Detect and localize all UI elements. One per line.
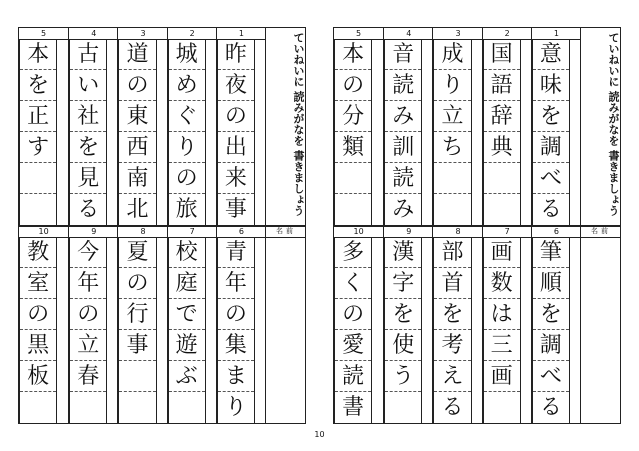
reading-answer-space[interactable]: [206, 237, 217, 423]
kanji-cell: う: [385, 361, 421, 392]
kanji-cell: 板: [20, 361, 56, 392]
kanji-boxes: [483, 39, 521, 225]
kanji-cell: 国: [484, 39, 520, 70]
question-6: [531, 226, 581, 423]
kanji-cell: 読: [335, 361, 371, 392]
kanji-cell: 調: [533, 330, 569, 361]
kanji-cell: る: [539, 395, 562, 420]
instruction-column: [265, 28, 306, 225]
question-9: [383, 226, 433, 423]
kanji-cell: の: [335, 299, 371, 330]
kanji-cell: [484, 392, 520, 423]
kanji-boxes: [217, 39, 255, 225]
kanji-cell: り: [224, 395, 247, 420]
kanji-boxes: [384, 39, 422, 225]
kanji-cell: 考: [434, 330, 470, 361]
reading-answer-space[interactable]: [107, 237, 118, 423]
instruction-title: ていねいに 読みがなを 書きましょう: [607, 32, 620, 216]
kanji-boxes: [334, 39, 372, 225]
kanji-cell: 順: [533, 268, 569, 299]
kanji-cell: 調: [533, 132, 569, 163]
kanji-cell: [434, 163, 470, 194]
kanji-cell: 分: [335, 101, 371, 132]
right-worksheet: [333, 27, 621, 424]
kanji-boxes: [19, 237, 57, 423]
kanji-cell: [335, 163, 371, 194]
kanji-cell: 首: [434, 268, 470, 299]
kanji-cell: 夜: [218, 70, 254, 101]
kanji-cell: 旅: [175, 197, 198, 222]
kanji-cell: 筆: [533, 237, 569, 268]
kanji-cell: [434, 194, 470, 225]
question-number: 9: [384, 226, 433, 238]
reading-answer-space[interactable]: [206, 39, 217, 225]
kanji-cell: 漢: [385, 237, 421, 268]
kanji-boxes: [168, 39, 206, 225]
kanji-cell: 集: [218, 330, 254, 361]
reading-answer-space[interactable]: [57, 39, 68, 225]
reading-answer-space[interactable]: [372, 39, 383, 225]
kanji-cell: [20, 194, 56, 225]
kanji-cell: で: [169, 299, 205, 330]
kanji-cell: 出: [218, 132, 254, 163]
kanji-cell: を: [70, 132, 106, 163]
kanji-cell: 読: [385, 163, 421, 194]
left-worksheet: [18, 27, 306, 424]
kanji-cell: 校: [169, 237, 205, 268]
reading-answer-space[interactable]: [521, 39, 532, 225]
kanji-cell: の: [218, 101, 254, 132]
kanji-cell: 社: [70, 101, 106, 132]
question-5: [19, 28, 68, 225]
question-number: 9: [69, 226, 118, 238]
kanji-cell: [20, 163, 56, 194]
kanji-cell: す: [20, 132, 56, 163]
kanji-cell: い: [70, 70, 106, 101]
kanji-boxes: [118, 237, 156, 423]
kanji-cell: り: [434, 70, 470, 101]
kanji-cell: 事: [119, 330, 155, 361]
kanji-cell: 古: [70, 39, 106, 70]
question-10: [334, 226, 383, 423]
kanji-boxes: [69, 39, 107, 225]
question-2: [482, 28, 532, 225]
left-top-half: [19, 28, 305, 225]
kanji-cell: 画: [484, 361, 520, 392]
kanji-cell: [119, 392, 155, 423]
kanji-cell: 正: [20, 101, 56, 132]
question-number: 2: [483, 28, 532, 40]
kanji-cell: 見: [70, 163, 106, 194]
kanji-cell: 事: [224, 197, 247, 222]
question-5: [334, 28, 383, 225]
kanji-cell: の: [169, 163, 205, 194]
kanji-cell: 成: [434, 39, 470, 70]
kanji-boxes: [532, 237, 570, 423]
kanji-boxes: [384, 237, 422, 423]
question-1: [216, 28, 266, 225]
question-number: 4: [69, 28, 118, 40]
kanji-cell: る: [441, 395, 464, 420]
name-label: 名前: [266, 226, 306, 238]
kanji-boxes: [168, 237, 206, 423]
kanji-boxes: [483, 237, 521, 423]
reading-answer-space[interactable]: [521, 237, 532, 423]
kanji-cell: 今: [70, 237, 106, 268]
kanji-cell: 部: [434, 237, 470, 268]
kanji-cell: の: [119, 70, 155, 101]
question-3: [432, 28, 482, 225]
question-number: 3: [433, 28, 482, 40]
question-8: [432, 226, 482, 423]
kanji-cell: の: [70, 299, 106, 330]
kanji-cell: 読: [385, 70, 421, 101]
kanji-cell: の: [335, 70, 371, 101]
kanji-cell: み: [385, 101, 421, 132]
question-number: 10: [19, 226, 68, 238]
kanji-cell: [484, 194, 520, 225]
kanji-cell: 音: [385, 39, 421, 70]
kanji-boxes: [118, 39, 156, 225]
question-number: 8: [118, 226, 167, 238]
kanji-cell: 南: [119, 163, 155, 194]
reading-answer-space[interactable]: [107, 39, 118, 225]
kanji-cell: を: [385, 299, 421, 330]
kanji-boxes: [433, 39, 471, 225]
kanji-cell: め: [169, 70, 205, 101]
question-6: [216, 226, 266, 423]
kanji-cell: 類: [335, 132, 371, 163]
kanji-boxes: [69, 237, 107, 423]
instruction-column: [580, 28, 621, 225]
kanji-cell: え: [434, 361, 470, 392]
question-2: [167, 28, 217, 225]
reading-answer-space[interactable]: [372, 237, 383, 423]
kanji-boxes: [334, 237, 372, 423]
reading-answer-space[interactable]: [157, 237, 168, 423]
question-8: [117, 226, 167, 423]
kanji-cell: 愛: [335, 330, 371, 361]
question-number: 1: [532, 28, 581, 40]
kanji-cell: 本: [335, 39, 371, 70]
kanji-cell: [385, 392, 421, 423]
kanji-cell: 道: [119, 39, 155, 70]
kanji-boxes: [217, 237, 255, 423]
question-4: [68, 28, 118, 225]
question-number: 3: [118, 28, 167, 40]
kanji-cell: [169, 392, 205, 423]
name-field[interactable]: [266, 237, 306, 423]
kanji-cell: 昨: [218, 39, 254, 70]
kanji-cell: の: [218, 299, 254, 330]
kanji-cell: 多: [335, 237, 371, 268]
instruction-title: ていねいに 読みがなを 書きましょう: [292, 32, 305, 216]
kanji-cell: ぐ: [169, 101, 205, 132]
kanji-cell: 辞: [484, 101, 520, 132]
name-field[interactable]: [581, 237, 621, 423]
kanji-cell: の: [119, 268, 155, 299]
kanji-cell: 西: [119, 132, 155, 163]
kanji-cell: 年: [218, 268, 254, 299]
kanji-cell: 北: [126, 197, 149, 222]
kanji-cell: 字: [385, 268, 421, 299]
kanji-cell: 遊: [169, 330, 205, 361]
kanji-cell: 庭: [169, 268, 205, 299]
question-number: 6: [532, 226, 581, 238]
kanji-cell: み: [392, 197, 415, 222]
kanji-cell: 黒: [20, 330, 56, 361]
question-number: 8: [433, 226, 482, 238]
name-column: [580, 226, 621, 423]
kanji-boxes: [19, 39, 57, 225]
kanji-cell: り: [169, 132, 205, 163]
kanji-cell: [119, 361, 155, 392]
kanji-cell: 教: [20, 237, 56, 268]
kanji-cell: 訓: [385, 132, 421, 163]
name-label: 名前: [581, 226, 621, 238]
kanji-cell: ぶ: [169, 361, 205, 392]
reading-answer-space[interactable]: [422, 39, 433, 225]
kanji-cell: 立: [434, 101, 470, 132]
kanji-boxes: [532, 39, 570, 225]
kanji-cell: 室: [20, 268, 56, 299]
question-4: [383, 28, 433, 225]
question-7: [167, 226, 217, 423]
kanji-cell: 典: [484, 132, 520, 163]
kanji-cell: 味: [533, 70, 569, 101]
kanji-cell: 春: [70, 361, 106, 392]
right-bottom-half: [334, 226, 620, 423]
kanji-cell: ま: [218, 361, 254, 392]
kanji-cell: 意: [533, 39, 569, 70]
reading-answer-space[interactable]: [472, 237, 483, 423]
question-number: 10: [334, 226, 383, 238]
question-number: 4: [384, 28, 433, 40]
kanji-cell: を: [533, 299, 569, 330]
question-9: [68, 226, 118, 423]
kanji-cell: [70, 392, 106, 423]
kanji-cell: く: [335, 268, 371, 299]
kanji-cell: を: [434, 299, 470, 330]
kanji-cell: 来: [218, 163, 254, 194]
kanji-cell: 使: [385, 330, 421, 361]
question-10: [19, 226, 68, 423]
question-7: [482, 226, 532, 423]
reading-answer-space[interactable]: [472, 39, 483, 225]
kanji-cell: を: [533, 101, 569, 132]
kanji-cell: べ: [533, 163, 569, 194]
left-bottom-half: [19, 226, 305, 423]
question-number: 5: [19, 28, 68, 40]
question-number: 7: [483, 226, 532, 238]
kanji-cell: 東: [119, 101, 155, 132]
kanji-cell: [484, 163, 520, 194]
question-number: 7: [168, 226, 217, 238]
question-1: [531, 28, 581, 225]
kanji-cell: 三: [484, 330, 520, 361]
kanji-cell: 立: [70, 330, 106, 361]
kanji-cell: 語: [484, 70, 520, 101]
kanji-boxes: [433, 237, 471, 423]
question-3: [117, 28, 167, 225]
kanji-cell: べ: [533, 361, 569, 392]
kanji-cell: 本: [20, 39, 56, 70]
page-number: 10: [314, 430, 325, 439]
kanji-cell: [20, 392, 56, 423]
question-number: 1: [217, 28, 266, 40]
kanji-cell: [335, 194, 371, 225]
kanji-cell: る: [77, 197, 100, 222]
reading-answer-space[interactable]: [422, 237, 433, 423]
name-column: [265, 226, 306, 423]
kanji-cell: る: [539, 197, 562, 222]
kanji-cell: 数: [484, 268, 520, 299]
kanji-cell: 画: [484, 237, 520, 268]
kanji-cell: は: [484, 299, 520, 330]
kanji-cell: 年: [70, 268, 106, 299]
kanji-cell: 夏: [119, 237, 155, 268]
right-top-half: [334, 28, 620, 225]
kanji-cell: 書: [342, 395, 365, 420]
kanji-cell: の: [20, 299, 56, 330]
kanji-cell: 行: [119, 299, 155, 330]
question-number: 6: [217, 226, 266, 238]
kanji-cell: 青: [218, 237, 254, 268]
question-number: 2: [168, 28, 217, 40]
reading-answer-space[interactable]: [157, 39, 168, 225]
question-number: 5: [334, 28, 383, 40]
reading-answer-space[interactable]: [57, 237, 68, 423]
kanji-cell: 城: [169, 39, 205, 70]
kanji-cell: ち: [434, 132, 470, 163]
kanji-cell: を: [20, 70, 56, 101]
